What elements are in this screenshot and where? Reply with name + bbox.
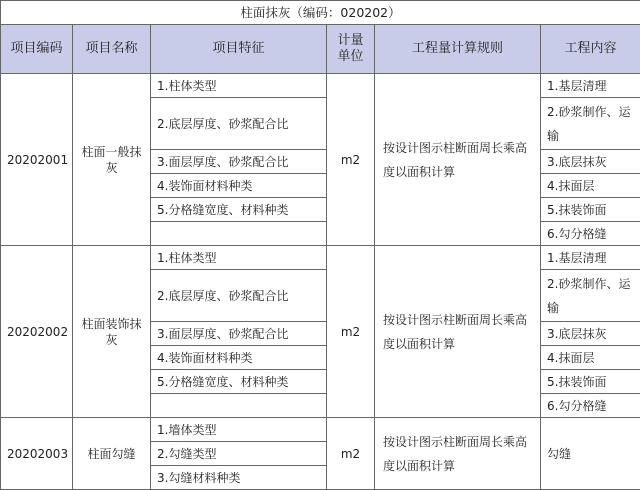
content-cell: 4.抹面层: [541, 346, 640, 370]
feature-cell: 4.装饰面材料种类: [151, 174, 327, 198]
table-row: [1, 246, 640, 270]
feature-cell: 3.勾缝材料种类: [151, 466, 327, 490]
feature-cell: 3.面层厚度、砂浆配合比: [151, 150, 327, 174]
feature-cell: 4.装饰面材料种类: [151, 346, 327, 370]
header-content: 工程内容: [541, 25, 640, 74]
unit-cell: m2: [327, 418, 375, 490]
table-row: [1, 418, 640, 442]
item-name: 柱面装饰抹灰: [73, 246, 151, 418]
content-cell: 6.勾分格缝: [541, 222, 640, 246]
header-name: 项目名称: [73, 25, 151, 74]
content-cell: 勾缝: [541, 418, 640, 490]
content-cell: 6.勾分格缝: [541, 394, 640, 418]
header-code: 项目编码: [1, 25, 73, 74]
feature-cell: 3.面层厚度、砂浆配合比: [151, 322, 327, 346]
feature-cell: 5.分格缝宽度、材料种类: [151, 370, 327, 394]
feature-cell: 1.柱体类型: [151, 74, 327, 98]
unit-cell: m2: [327, 246, 375, 418]
header-features: 项目特征: [151, 25, 327, 74]
rule-cell: 按设计图示柱断面周长乘高度以面积计算: [375, 246, 541, 418]
table-row: [1, 74, 640, 98]
content-cell: 4.抹面层: [541, 174, 640, 198]
header-rule: 工程量计算规则: [375, 25, 541, 74]
content-cell: 3.底层抹灰: [541, 150, 640, 174]
content-cell: 3.底层抹灰: [541, 322, 640, 346]
feature-cell: 1.柱体类型: [151, 246, 327, 270]
feature-cell: [151, 394, 327, 418]
item-name: 柱面勾缝: [73, 418, 151, 490]
item-code: 20202003: [1, 418, 73, 490]
content-cell: 5.抹装饰面: [541, 370, 640, 394]
item-name: 柱面一般抹灰: [73, 74, 151, 246]
table-title: 柱面抹灰（编码：020202）: [1, 1, 640, 25]
feature-cell: [151, 222, 327, 246]
feature-cell: 1.墙体类型: [151, 418, 327, 442]
item-code: 20202001: [1, 74, 73, 246]
content-cell: 1.基层清理: [541, 246, 640, 270]
content-cell: 1.基层清理: [541, 74, 640, 98]
feature-cell: 5.分格缝宽度、材料种类: [151, 198, 327, 222]
feature-cell: 2.勾缝类型: [151, 442, 327, 466]
header-row: [1, 25, 640, 74]
rule-cell: 按设计图示柱断面周长乘高度以面积计算: [375, 418, 541, 490]
rule-cell: 按设计图示柱断面周长乘高度以面积计算: [375, 74, 541, 246]
feature-cell: 2.底层厚度、砂浆配合比: [151, 270, 327, 322]
feature-cell: 2.底层厚度、砂浆配合比: [151, 98, 327, 150]
content-cell: 2.砂浆制作、运输: [541, 98, 640, 150]
unit-cell: m2: [327, 74, 375, 246]
content-cell: 5.抹装饰面: [541, 198, 640, 222]
item-code: 20202002: [1, 246, 73, 418]
header-unit: 计量单位: [327, 25, 375, 74]
content-cell: 2.砂浆制作、运输: [541, 270, 640, 322]
